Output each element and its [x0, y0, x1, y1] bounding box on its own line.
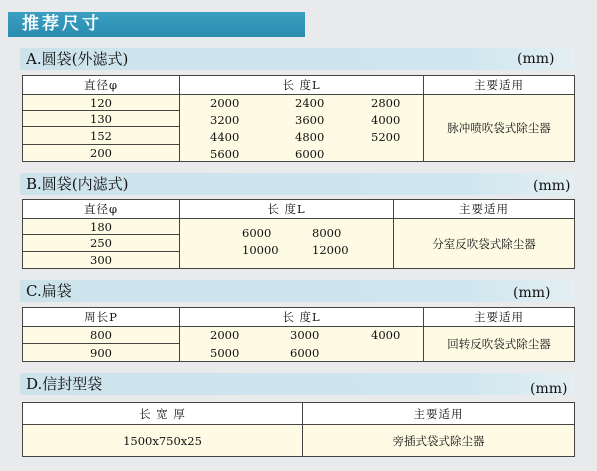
length-value: 4800 — [295, 130, 325, 144]
diameter-cell: 152 — [23, 127, 180, 144]
diameter-cell: 130 — [23, 111, 180, 127]
length-value: 4000 — [371, 113, 401, 127]
dimensions-cell: 1500x750x25 — [23, 425, 303, 457]
perimeter-cell: 900 — [23, 344, 180, 362]
length-value: 8000 — [312, 226, 342, 240]
section-a-heading — [20, 48, 574, 70]
diameter-cell: 200 — [23, 144, 180, 161]
perimeter-cell: 800 — [23, 327, 180, 344]
length-value: 2000 — [210, 96, 240, 110]
application-cell: 脉冲喷吹袋式除尘器 — [424, 95, 575, 162]
section-a-title: A.圆袋(外滤式) — [26, 50, 129, 68]
header-length: 长 度L — [180, 200, 394, 219]
section-c-table — [22, 307, 575, 362]
lengths-cell — [180, 95, 424, 162]
section-d-title: D.信封型袋 — [26, 375, 103, 393]
page-title: 推荐尺寸 — [8, 12, 305, 37]
section-d-table — [22, 402, 575, 457]
section-b-heading — [20, 173, 574, 195]
section-a-unit: (mm) — [517, 51, 555, 67]
length-value: 5000 — [210, 346, 240, 360]
section-c-heading — [20, 280, 574, 302]
lengths-cell — [180, 327, 424, 362]
header-perimeter: 周长P — [23, 308, 180, 327]
application-cell: 分室反吹袋式除尘器 — [394, 219, 575, 269]
length-value: 2800 — [371, 96, 401, 110]
header-length: 长 度L — [180, 308, 424, 327]
section-a-table — [22, 75, 575, 162]
section-d-heading — [20, 373, 574, 395]
section-c-title: C.扁袋 — [26, 282, 72, 300]
header-application: 主要适用 — [424, 308, 575, 327]
section-c-unit: (mm) — [513, 285, 551, 301]
length-value: 6000 — [290, 346, 320, 360]
header-application: 主要适用 — [394, 200, 575, 219]
length-value: 4400 — [210, 130, 240, 144]
length-value: 6000 — [295, 147, 325, 161]
header-application: 主要适用 — [303, 403, 575, 425]
header-application: 主要适用 — [424, 76, 575, 95]
application-cell: 旁插式袋式除尘器 — [303, 425, 575, 457]
lengths-cell — [180, 219, 394, 269]
header-length: 长 度L — [180, 76, 424, 95]
length-value: 3600 — [295, 113, 325, 127]
section-b-table — [22, 199, 575, 269]
section-b-title: B.圆袋(内滤式) — [26, 175, 129, 193]
header-dimensions: 长 宽 厚 — [23, 403, 303, 425]
section-b-unit: (mm) — [533, 178, 571, 194]
diameter-cell: 120 — [23, 95, 180, 111]
length-value: 2000 — [210, 328, 240, 342]
length-value: 3000 — [290, 328, 320, 342]
length-value: 5600 — [210, 147, 240, 161]
length-value: 12000 — [312, 243, 349, 257]
section-d-unit: (mm) — [530, 381, 568, 397]
diameter-cell: 180 — [23, 219, 180, 235]
application-cell: 回转反吹袋式除尘器 — [424, 327, 575, 362]
length-value: 10000 — [242, 243, 279, 257]
header-diameter: 直径φ — [23, 76, 180, 95]
length-value: 4000 — [371, 328, 401, 342]
length-value: 3200 — [210, 113, 240, 127]
header-diameter: 直径φ — [23, 200, 180, 219]
length-value: 5200 — [371, 130, 401, 144]
length-value: 6000 — [242, 226, 272, 240]
diameter-cell: 300 — [23, 252, 180, 269]
length-value: 2400 — [295, 96, 325, 110]
diameter-cell: 250 — [23, 235, 180, 252]
